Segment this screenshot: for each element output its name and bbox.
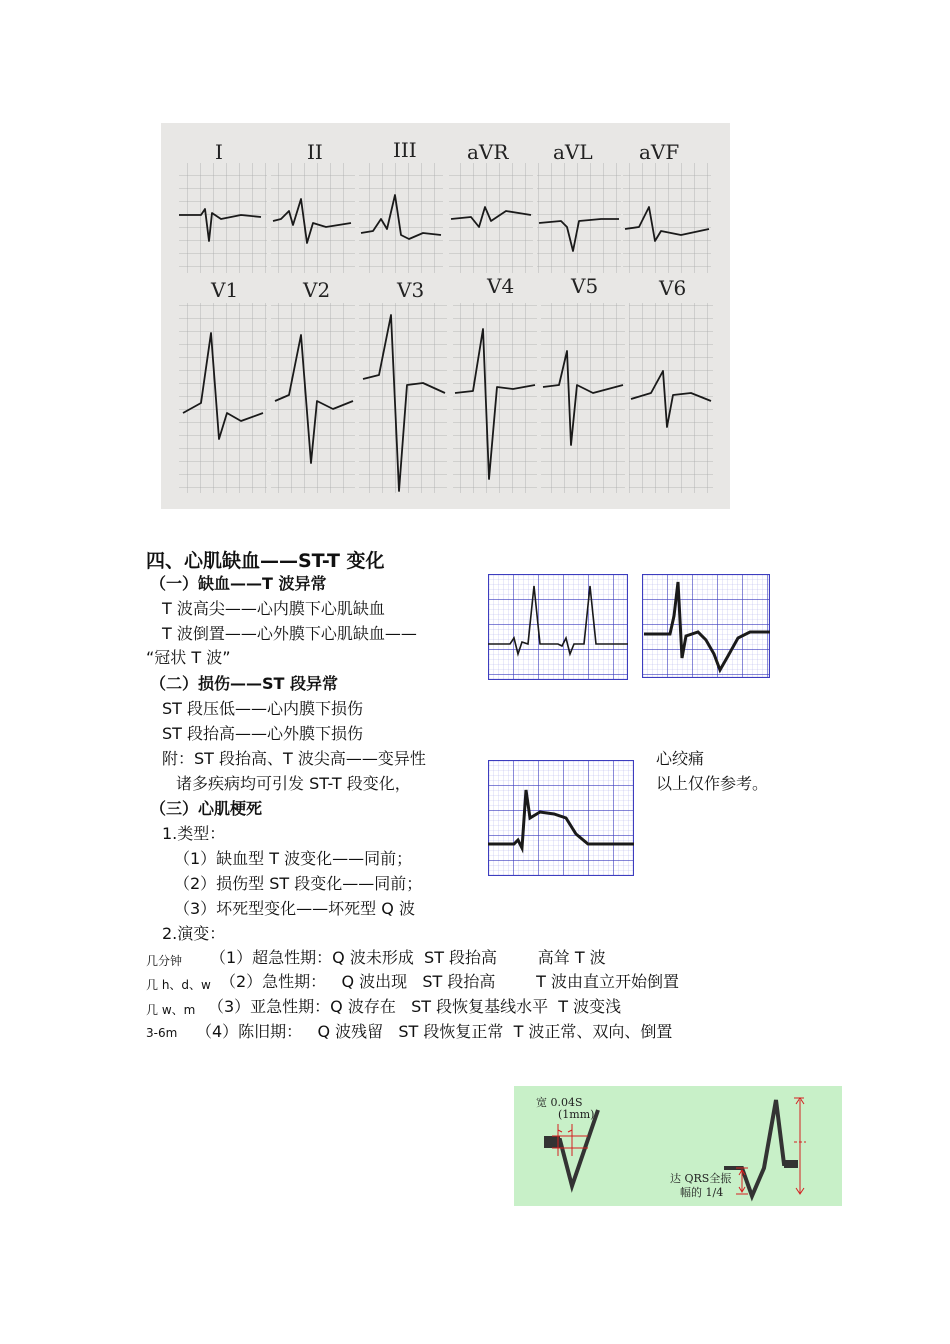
width-label: 宽 0.04S (536, 1096, 583, 1109)
ecg-12-lead-image (161, 123, 730, 509)
text-line: “冠状 T 波” (146, 648, 231, 667)
st-elevation-diagram (488, 760, 634, 876)
lead-label: aVL (553, 140, 593, 164)
text-line: 以上仅作参考。 (656, 774, 769, 793)
lead-label: I (215, 140, 223, 164)
stage-text: （1）超急性期：Q 波未形成 ST 段抬高 高耸 T 波 (210, 948, 606, 967)
text-line: ST 段抬高——心外膜下损伤 (162, 724, 364, 743)
width-sublabel: (1mm) (558, 1108, 595, 1121)
stage-time: 3-6m (146, 1026, 178, 1040)
lead-label: III (393, 138, 417, 162)
section-title: 四、心肌缺血——ST-T 变化 (146, 550, 385, 572)
lead-label: II (307, 140, 323, 164)
lead-label: V2 (303, 278, 331, 302)
stage-time: 几 w、m (146, 1003, 196, 1017)
text-line: 心绞痛 (656, 749, 705, 768)
lead-label: V6 (659, 276, 687, 300)
list-item: （1）缺血型 T 波变化——同前； (174, 849, 413, 868)
lead-label: V4 (487, 274, 515, 298)
text-line: 附：ST 段抬高、T 波尖高——变异性 (162, 749, 426, 768)
lead-label: V1 (211, 278, 239, 302)
amplitude-label: 达 QRS全振 (670, 1172, 732, 1185)
lead-label: V5 (571, 274, 599, 298)
stage-time: 几 h、d、w (146, 978, 211, 992)
inverted-t-wave-diagram (642, 574, 770, 678)
stage-time: 几分钟 (146, 954, 183, 968)
subheading-infarction: （三）心肌梗死 (150, 799, 263, 818)
amplitude-label: 幅的 1/4 (680, 1186, 724, 1199)
stage-text: （3）亚急性期：Q 波存在 ST 段恢复基线水平 T 波变浅 (208, 997, 622, 1016)
lead-label: aVF (639, 140, 680, 164)
text-line: 2.演变： (162, 924, 226, 943)
stage-text: （4）陈旧期： Q 波残留 ST 段恢复正常 T 波正常、双向、倒置 (196, 1022, 673, 1041)
subheading-injury: （二）损伤——ST 段异常 (150, 674, 339, 693)
text-line: T 波高尖——心内膜下心肌缺血 (162, 599, 385, 618)
text-line: 诸多疾病均可引发 ST-T 段变化， (176, 774, 411, 793)
stage-text: （2）急性期： Q 波出现 ST 段抬高 T 波由直立开始倒置 (220, 972, 679, 991)
q-wave-criteria-diagram (514, 1086, 842, 1206)
text-line: ST 段压低——心内膜下损伤 (162, 699, 364, 718)
text-line: T 波倒置——心外膜下心肌缺血—— (162, 624, 417, 643)
text-line: 1.类型： (162, 824, 226, 843)
lead-label: aVR (467, 140, 509, 164)
tall-t-wave-diagram (488, 574, 628, 680)
lead-label: V3 (397, 278, 425, 302)
list-item: （2）损伤型 ST 段变化——同前； (174, 874, 423, 893)
list-item: （3）坏死型变化——坏死型 Q 波 (174, 899, 415, 918)
subheading-ischemia: （一）缺血——T 波异常 (150, 574, 327, 593)
